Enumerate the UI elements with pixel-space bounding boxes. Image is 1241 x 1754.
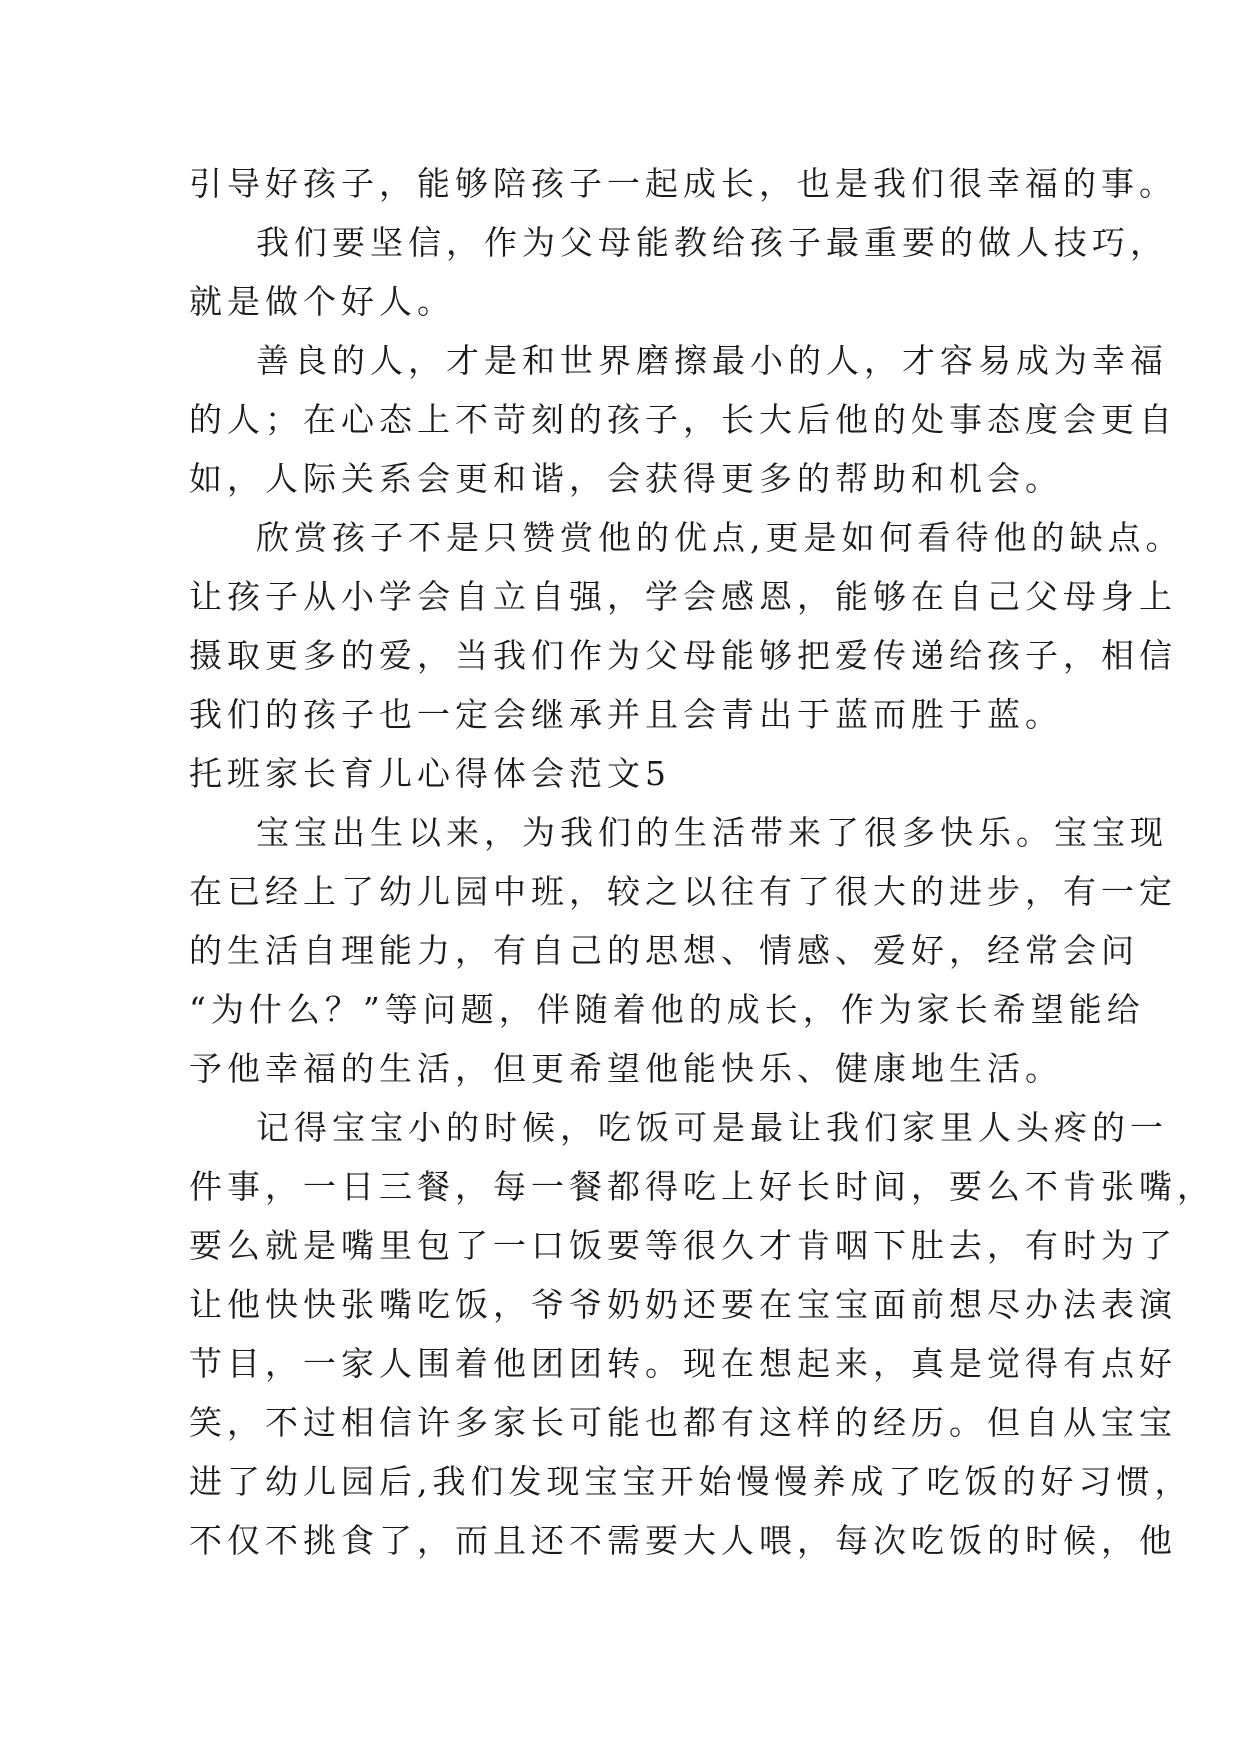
paragraph-line: 宝宝出生以来，为我们的生活带来了很多快乐。宝宝现	[256, 813, 1168, 852]
paragraph-line: 我们的孩子也一定会继承并且会青出于蓝而胜于蓝。	[189, 695, 1063, 734]
paragraph-line: 予他幸福的生活，但更希望他能快乐、健康地生活。	[189, 1049, 1063, 1088]
paragraph-line: 节目，一家人围着他团团转。现在想起来，真是觉得有点好	[189, 1344, 1177, 1383]
paragraph-line: 欣赏孩子不是只赞赏他的优点,更是如何看待他的缺点。	[256, 518, 1184, 557]
paragraph-line: 我们要坚信，作为父母能教给孩子最重要的做人技巧，	[256, 223, 1168, 262]
paragraph-line: 记得宝宝小的时候，吃饭可是最让我们家里人头疼的一	[256, 1108, 1168, 1147]
paragraph-line: 在已经上了幼儿园中班，较之以往有了很大的进步，有一定	[189, 872, 1177, 911]
paragraph-line: 让孩子从小学会自立自强，学会感恩，能够在自己父母身上	[189, 577, 1177, 616]
paragraph-line: 件事，一日三餐，每一餐都得吃上好长时间，要么不肯张嘴，	[189, 1167, 1215, 1206]
paragraph-line: 让他快快张嘴吃饭，爷爷奶奶还要在宝宝面前想尽办法表演	[189, 1285, 1177, 1324]
paragraph-line: 善良的人，才是和世界磨擦最小的人，才容易成为幸福	[256, 341, 1168, 380]
paragraph-line: “为什么？”等问题，伴随着他的成长，作为家长希望能给	[189, 990, 1145, 1029]
paragraph-line: 要么就是嘴里包了一口饭要等很久才肯咽下肚去，有时为了	[189, 1226, 1177, 1265]
paragraph-line: 笑，不过相信许多家长可能也都有这样的经历。但自从宝宝	[189, 1403, 1177, 1442]
paragraph-line: 就是做个好人。	[189, 282, 455, 321]
paragraph-line: 引导好孩子，能够陪孩子一起成长，也是我们很幸福的事。	[189, 164, 1177, 203]
paragraph-line: 摄取更多的爱，当我们作为父母能够把爱传递给孩子，相信	[189, 636, 1177, 675]
section-heading: 托班家长育儿心得体会范文5	[189, 754, 671, 793]
paragraph-line: 的人；在心态上不苛刻的孩子，长大后他的处事态度会更自	[189, 400, 1177, 439]
paragraph-line: 不仅不挑食了，而且还不需要大人喂，每次吃饭的时候，他	[189, 1521, 1177, 1560]
paragraph-line: 如，人际关系会更和谐，会获得更多的帮助和机会。	[189, 459, 1063, 498]
paragraph-line: 的生活自理能力，有自己的思想、情感、爱好，经常会问	[189, 931, 1139, 970]
paragraph-line: 进了幼儿园后,我们发现宝宝开始慢慢养成了吃饭的好习惯，	[189, 1462, 1193, 1501]
